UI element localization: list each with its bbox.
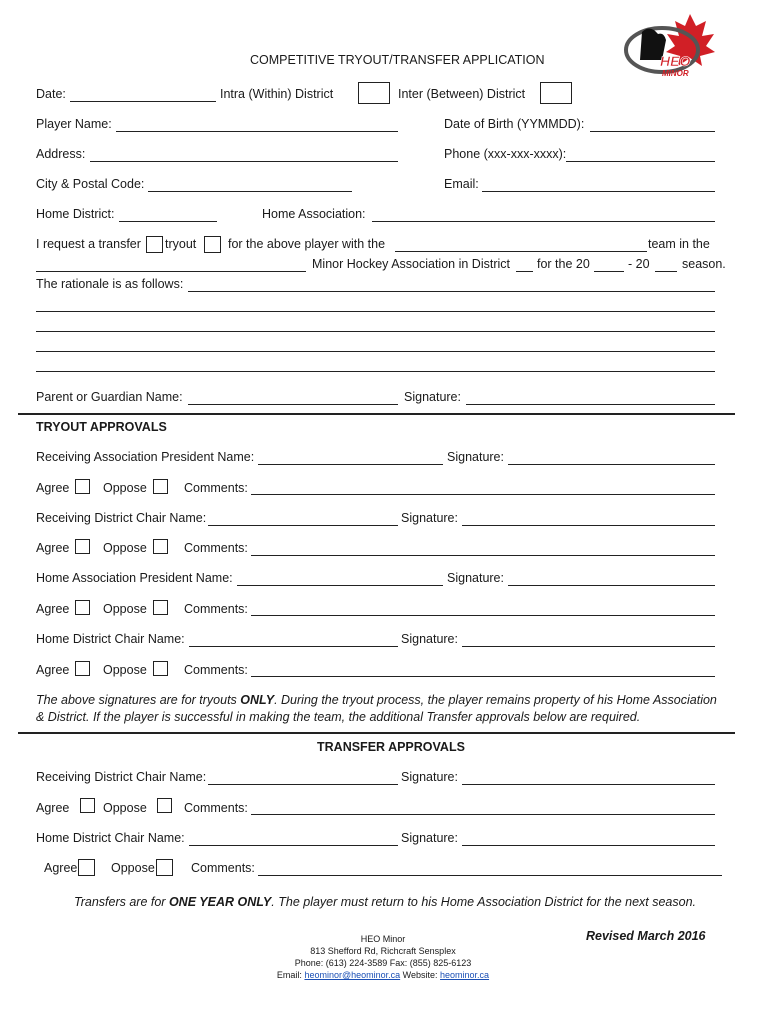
transfer-approvals-heading: TRANSFER APPROVALS [317,740,465,754]
footer-email-link[interactable]: heominor@heominor.ca [304,970,401,980]
tryout-1-agree-label: Agree [36,481,70,495]
tryout-approvals-heading: TRYOUT APPROVALS [36,420,167,434]
tryout-2-agree-checkbox[interactable] [75,539,90,554]
tryout-2-oppose-checkbox[interactable] [153,539,168,554]
transfer-2-oppose-checkbox[interactable] [156,859,173,876]
intra-district-checkbox[interactable] [358,82,390,104]
revised-date: Revised March 2016 [586,929,706,943]
home-district-field[interactable] [119,221,217,222]
parent-name-label: Parent or Guardian Name: [36,390,183,404]
svg-text:MINOR: MINOR [662,69,689,78]
tryout-4-agree-checkbox[interactable] [75,661,90,676]
home-district-label: Home District: [36,207,115,221]
tryout-3-agree-checkbox[interactable] [75,600,90,615]
tryout-4-oppose-checkbox[interactable] [153,661,168,676]
transfer-2-agree-label: Agree [44,861,78,875]
transfer-approver-2-label: Home District Chair Name: [36,831,185,845]
tryout-approver-3-label: Home Association President Name: [36,571,233,585]
tryout-4-comments-label: Comments: [184,663,248,677]
tryout-3-comments-label: Comments: [184,602,248,616]
tryout-1-comments-label: Comments: [184,481,248,495]
tryout-1-oppose-checkbox[interactable] [153,479,168,494]
phone-field[interactable] [566,161,715,162]
tryout-1-oppose-label: Oppose [103,481,147,495]
footer-address: 813 Shefford Rd, Richcraft Sensplex [310,946,456,956]
request-text-3: for the above player with the [228,237,386,251]
tryout-approver-1-field[interactable] [258,464,443,465]
tryout-approver-2-label: Receiving District Chair Name: [36,511,207,525]
request-text-7: - 20 [628,257,650,271]
footer-email-label: Email: [276,970,302,980]
player-name-label: Player Name: [36,117,112,131]
rationale-line-3[interactable] [36,331,715,332]
transfer-approver-1-signature-field[interactable] [462,784,715,785]
inter-district-label: Inter (Between) District [398,87,526,101]
tryout-approver-2-signature-field[interactable] [462,525,715,526]
transfer-1-comments-field[interactable] [251,814,715,815]
form-title: COMPETITIVE TRYOUT/TRANSFER APPLICATION [250,53,545,67]
footer-website-label: Website: [402,970,438,980]
transfer-2-oppose-label: Oppose [111,861,155,875]
transfer-1-agree-label: Agree [36,801,70,815]
date-field[interactable] [70,101,216,102]
transfer-approver-1-signature-label: Signature: [401,770,458,784]
transfer-approver-2-signature-field[interactable] [462,845,715,846]
tryout-approver-1-signature-field[interactable] [508,464,715,465]
svg-text:HEO: HEO [660,53,691,69]
home-association-label: Home Association: [262,207,366,221]
tryout-2-comments-label: Comments: [184,541,248,555]
rationale-line-4[interactable] [36,351,715,352]
tryout-approver-3-signature-label: Signature: [447,571,504,585]
district-number-field[interactable] [516,271,533,272]
address-label: Address: [36,147,86,161]
tryout-checkbox[interactable] [204,236,221,253]
request-text-2: tryout [165,237,197,251]
phone-label: Phone (xxx-xxx-xxxx): [444,147,567,161]
season-end-field[interactable] [655,271,677,272]
footer-website-link[interactable]: heominor.ca [440,970,490,980]
tryout-note-a: The above signatures are for tryouts [36,693,241,707]
transfer-1-oppose-checkbox[interactable] [157,798,172,813]
tryout-4-oppose-label: Oppose [103,663,147,677]
tryout-2-agree-label: Agree [36,541,70,555]
footer-phone: Phone: (613) 224-3589 Fax: (855) 825-6123 [294,958,472,968]
association-name-field[interactable] [36,271,306,272]
tryout-4-comments-field[interactable] [251,676,715,677]
tryout-approver-2-field[interactable] [208,525,398,526]
player-name-field[interactable] [116,131,398,132]
transfer-note-emphasis: ONE YEAR ONLY [168,895,272,909]
tryout-approver-1-signature-label: Signature: [447,450,504,464]
inter-district-checkbox[interactable] [540,82,572,104]
transfer-2-comments-label: Comments: [191,861,255,875]
transfer-1-agree-checkbox[interactable] [80,798,95,813]
heo-minor-logo [620,12,720,82]
tryout-approver-3-field[interactable] [237,585,443,586]
request-text-6: for the 20 [537,257,590,271]
rationale-line-1[interactable] [188,291,715,292]
team-name-field[interactable] [395,251,647,252]
city-postal-label: City & Postal Code: [36,177,145,191]
transfer-note-c: . The player must return to his Home Association District for the next season. [271,895,696,909]
tryout-note [36,693,717,707]
request-text-8: season. [682,257,726,271]
tryout-1-agree-checkbox[interactable] [75,479,90,494]
footer-contact [233,970,533,980]
tryout-4-agree-label: Agree [36,663,70,677]
tryout-3-oppose-label: Oppose [103,602,147,616]
tryout-1-comments-field[interactable] [251,494,715,495]
request-text-4: team in the [648,237,710,251]
transfer-approver-2-field[interactable] [189,845,398,846]
transfer-note [74,895,696,909]
parent-signature-label: Signature: [404,390,461,404]
email-label: Email: [444,177,479,191]
email-field[interactable] [482,191,715,192]
request-text-5: Minor Hockey Association in District [312,257,510,271]
dob-field[interactable] [590,131,715,132]
tryout-approver-4-signature-field[interactable] [462,646,715,647]
home-association-field[interactable] [372,221,715,222]
parent-signature-field[interactable] [466,404,715,405]
tryout-note-line-2: & District. If the player is successful in making the team, the additional Transfer approvals below are required. [36,710,641,724]
tryout-3-agree-label: Agree [36,602,70,616]
transfer-note-a: Transfers are for [74,895,169,909]
transfer-approver-1-field[interactable] [208,784,398,785]
tryout-2-oppose-label: Oppose [103,541,147,555]
tryout-approver-4-signature-label: Signature: [401,632,458,646]
transfer-1-comments-label: Comments: [184,801,248,815]
tryout-approver-2-signature-label: Signature: [401,511,458,525]
tryout-3-oppose-checkbox[interactable] [153,600,168,615]
transfer-approver-1-label: Receiving District Chair Name: [36,770,207,784]
tryout-note-c: . During the tryout process, the player remains property of his Home Association [274,693,717,707]
tryout-3-comments-field[interactable] [251,615,715,616]
intra-district-label: Intra (Within) District [220,87,334,101]
footer-org: HEO Minor [360,934,406,944]
transfer-checkbox[interactable] [146,236,163,253]
transfer-approver-2-signature-label: Signature: [401,831,458,845]
season-start-field[interactable] [594,271,624,272]
rationale-line-5[interactable] [36,371,715,372]
tryout-approver-1-label: Receiving Association President Name: [36,450,255,464]
tryout-2-comments-field[interactable] [251,555,715,556]
section-divider-2 [18,732,735,734]
rationale-label: The rationale is as follows: [36,277,184,291]
parent-name-field[interactable] [188,404,398,405]
dob-label: Date of Birth (YYMMDD): [444,117,585,131]
address-field[interactable] [90,161,398,162]
transfer-2-agree-checkbox[interactable] [78,859,95,876]
transfer-1-oppose-label: Oppose [103,801,147,815]
city-postal-field[interactable] [148,191,352,192]
tryout-approver-4-field[interactable] [189,646,398,647]
date-label: Date: [36,87,66,101]
tryout-note-emphasis: ONLY [240,693,275,707]
request-text-1: I request a transfer [36,237,141,251]
transfer-2-comments-field[interactable] [258,875,722,876]
section-divider-1 [18,413,735,415]
tryout-approver-4-label: Home District Chair Name: [36,632,185,646]
tryout-approver-3-signature-field[interactable] [508,585,715,586]
rationale-line-2[interactable] [36,311,715,312]
